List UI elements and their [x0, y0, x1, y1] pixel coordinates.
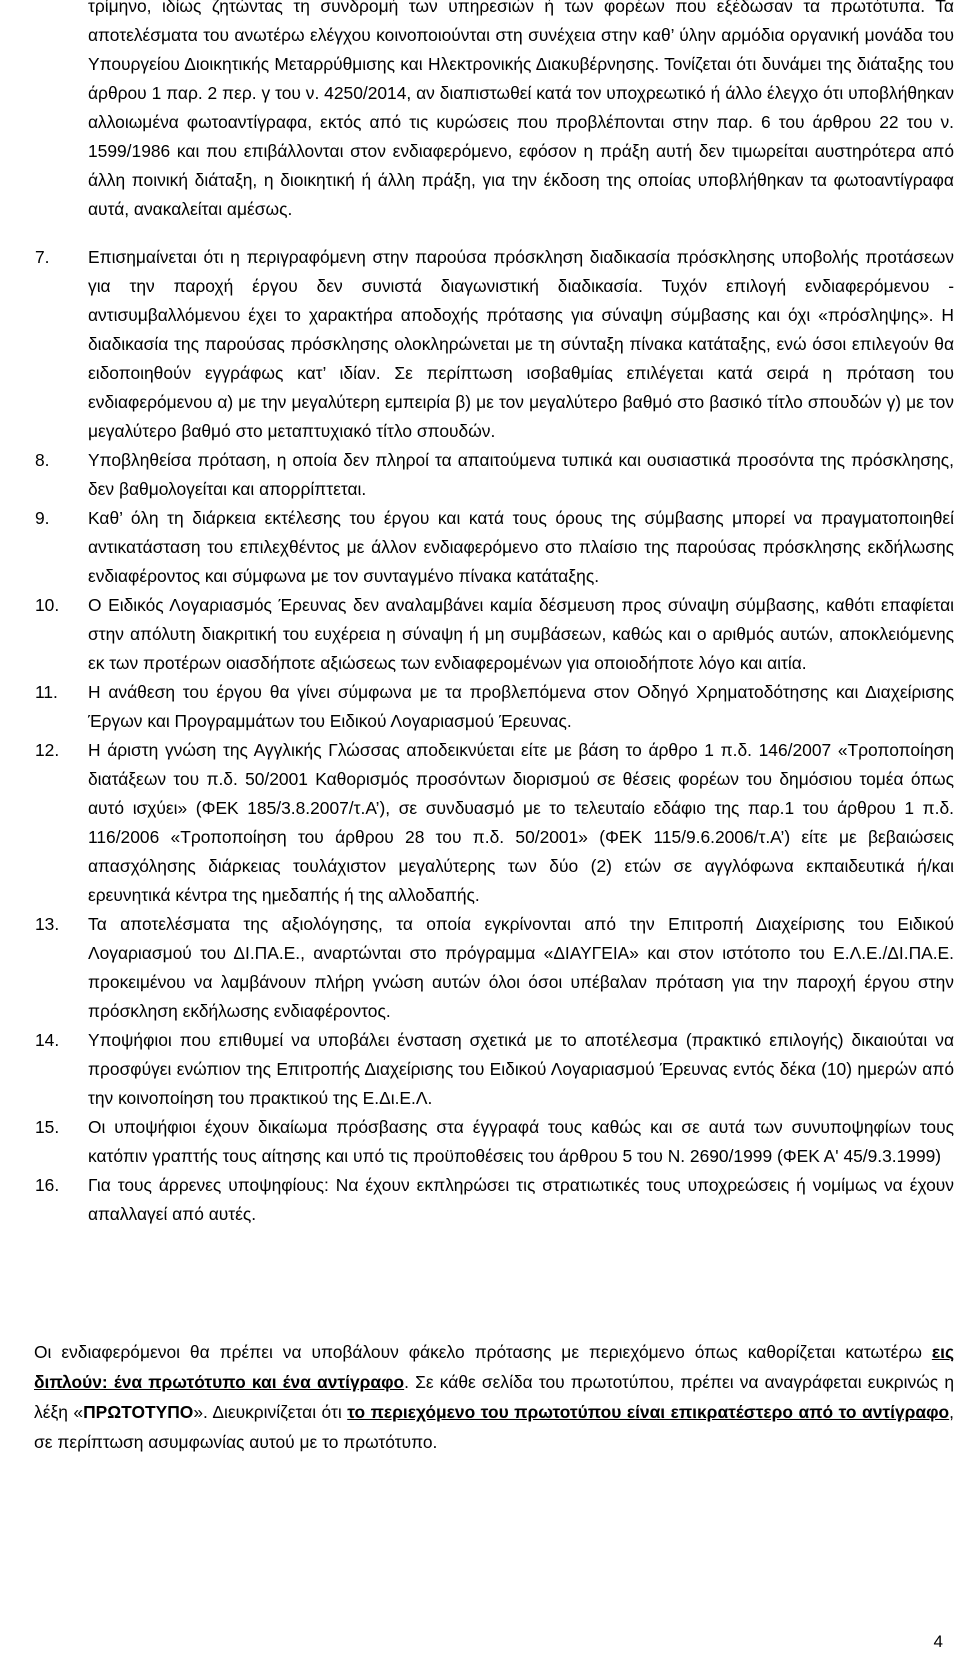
item-number: 11. — [35, 682, 58, 702]
emphasis-underlined: εις διπλούν: ένα πρωτότυπο και ένα αντίγραφο — [34, 1342, 954, 1392]
item-text: Οι υποψήφιοι έχουν δικαίωμα πρόσβασης στα έγγραφά τους καθώς και σε αυτά των συνυποψηφίων τους κατόπιν γραπτής τους αίτησης και υπό τις προϋποθέσεις του άρθρου 5 του Ν. 2690/1999 (ΦΕΚ Α' 45/9.3.1999) — [88, 1117, 954, 1166]
list-item — [0, 736, 954, 910]
intro-paragraph: τρίμηνο, ιδίως ζητώντας τη συνδρομή των υπηρεσιών ή των φορέων που εξέδωσαν τα πρωτότυπα. Τα αποτελέσματα του ανωτέρω ελέγχου κοινοποιούνται στη συνέχεια στην καθ’ ύλην αρμόδια οργανική μονάδα του Υπουργείου Διοικητικής Μεταρρύθμισης και Ηλεκτρονικής Διακυβέρνησης. Τονίζεται ότι δυνάμει της διάταξης του άρθρου 1 παρ. 2 περ. γ του ν. 4250/2014, αν διαπιστωθεί κατά τον υποχρεωτικό ή άλλο έλεγχο ότι υποβλήθηκαν αλλοιωμένα φωτοαντίγραφα, εκτός από τις κυρώσεις που προβλέπονται στην παρ. 6 του άρθρου 22 του ν. 1599/1986 και που επιβάλλονται στον ενδιαφερόμενο, εφόσον η πράξη αυτή δεν τιμωρείται αυστηρότερα από άλλη ποινική διάταξη, η διοικητική ή άλλη πράξη, για την έκδοση της οποίας υποβλήθηκαν τα φωτοαντίγραφα αυτά, ανακαλείται αμέσως. — [88, 0, 954, 219]
list-item — [0, 243, 954, 446]
item-text: Τα αποτελέσματα της αξιολόγησης, τα οποία εγκρίνονται από την Επιτροπή Διαχείρισης του Ειδικού Λογαριασμού του ΔΙ.ΠΑ.Ε., αναρτώνται στο πρόγραμμα «ΔΙΑΥΓΕΙΑ» και στον ιστότοπο του Ε.Λ.Ε./ΔΙ.ΠΑ.Ε. προκειμένου να λαμβάνουν πλήρη γνώση αυτών όλοι όσοι υπέβαλαν πρόταση για την παροχή έργου στην πρόσκληση εκδήλωσης ενδιαφέροντος. — [88, 914, 954, 1021]
emphasis-bold: ΠΡΩΤΟΤΥΠΟ — [83, 1402, 194, 1422]
item-text: Υποψήφιοι που επιθυμεί να υποβάλει ένσταση σχετικά με το αποτέλεσμα (πρακτικό επιλογής) δικαιούται να προσφύγει ενώπιον της Επιτροπής Διαχείρισης του Ειδικού Λογαριασμού Έρευνας εντός δέκα (10) ημερών από την κοινοποίηση του πρακτικού της Ε.Δι.Ε.Λ. — [88, 1030, 954, 1108]
item-number: 14. — [35, 1030, 60, 1050]
closing-text: , σε περίπτωση ασυμφωνίας αυτού με το πρωτότυπο. — [34, 1402, 954, 1452]
emphasis-underlined: το περιεχόμενο του πρωτοτύπου είναι επικρατέστερο από το αντίγραφο — [347, 1402, 950, 1422]
closing-text: ». Διευκρινίζεται ότι — [193, 1402, 348, 1422]
page-number: 4 — [933, 1632, 943, 1651]
item-text: Η άριστη γνώση της Αγγλικής Γλώσσας αποδεικνύεται είτε με βάση το άρθρο 1 π.δ. 146/2007 «Τροποποίηση διατάξεων του π.δ. 50/2001 Καθορισμός προσόντων διορισμού σε θέσεις φορέων του δημόσιου τομέα όπως αυτό ισχύει» (ΦΕΚ 185/3.8.2007/τ.Α’), σε συνδυασμό με το τελευταίο εδάφιο της παρ.1 του άρθρου 1 π.δ. 116/2006 «Τροποποίηση του άρθρου 28 του π.δ. 50/2001» (ΦΕΚ 115/9.6.2006/τ.Α’) είτε με βεβαιώσεις απασχόλησης διάρκειας τουλάχιστον μεγαλύτερης των δύο (2) ετών σε αγγλόφωνα εκπαιδευτικά ή/και ερευνητικά κέντρα της ημεδαπής ή της αλλοδαπής. — [88, 740, 954, 905]
item-number: 13. — [35, 914, 60, 934]
item-number: 15. — [35, 1117, 60, 1137]
item-number: 7. — [35, 247, 50, 267]
item-text: Υποβληθείσα πρόταση, η οποία δεν πληροί τα απαιτούμενα τυπικά και ουσιαστικά προσόντα της πρόσκλησης, δεν βαθμολογείται και απορρίπτεται. — [88, 450, 954, 499]
item-text: Καθ’ όλη τη διάρκεια εκτέλεσης του έργου και κατά τους όρους της σύμβασης μπορεί να πραγματοποιηθεί αντικατάσταση του επιλεχθέντος με άλλον ενδιαφερόμενο στο πλαίσιο της παρούσας πρόσκλησης εκδήλωσης ενδιαφέροντος και σύμφωνα με τον συνταγμένο πίνακα κατάταξης. — [88, 508, 954, 586]
item-number: 12. — [35, 740, 60, 760]
list-item — [0, 1171, 954, 1229]
list-item — [0, 446, 954, 504]
list-item — [0, 910, 954, 1026]
list-item — [0, 1113, 954, 1171]
numbered-list — [0, 243, 960, 1229]
item-number: 16. — [35, 1175, 60, 1195]
list-item — [0, 504, 954, 591]
item-number: 10. — [35, 595, 60, 615]
closing-text: Οι ενδιαφερόμενοι θα πρέπει να υποβάλουν φάκελο πρότασης με περιεχόμενο όπως καθορίζεται κατωτέρω — [34, 1342, 932, 1362]
list-item — [0, 591, 954, 678]
closing-text: . Σε κάθε σελίδα του πρωτοτύπου, πρέπει να αναγράφεται ευκρινώς η λέξη « — [34, 1372, 954, 1422]
item-text: Για τους άρρενες υποψηφίους: Να έχουν εκπληρώσει τις στρατιωτικές τους υποχρεώσεις ή νομίμως να έχουν απαλλαγεί από αυτές. — [88, 1175, 954, 1224]
list-item — [0, 678, 954, 736]
item-text: Επισημαίνεται ότι η περιγραφόμενη στην παρούσα πρόσκληση διαδικασία πρόσκλησης υποβολής προτάσεων για την παροχή έργου δεν συνιστά διαγωνιστική διαδικασία. Τυχόν επιλογή ενδιαφερόμενου - αντισυμβαλλόμενου έχει το χαρακτήρα αποδοχής πρότασης για σύναψη σύμβασης και όχι «πρόσληψης». Η διαδικασία της παρούσας πρόσκλησης ολοκληρώνεται με τη σύνταξη πίνακα κατάταξης, ενώ όσοι επιλεγούν θα ειδοποιηθούν εγγράφως κατ’ ιδίαν. Σε περίπτωση ισοβαθμίας επιλέγεται κατά σειρά η πρόταση του ενδιαφερόμενου α) με την μεγαλύτερη εμπειρία β) με τον μεγαλύτερο βαθμό στο βασικό τίτλο σπουδών γ) με τον μεγαλύτερο βαθμό στο μεταπτυχιακό τίτλο σπουδών. — [88, 247, 954, 441]
list-item — [0, 1026, 954, 1113]
item-text: Η ανάθεση του έργου θα γίνει σύμφωνα με τα προβλεπόμενα στον Οδηγό Χρηματοδότησης και Διαχείρισης Έργων και Προγραμμάτων του Ειδικού Λογαριασμού Έρευνας. — [88, 682, 954, 731]
closing-paragraph — [34, 1337, 954, 1457]
item-text: Ο Ειδικός Λογαριασμός Έρευνας δεν αναλαμβάνει καμία δέσμευση προς σύναψη σύμβασης, καθότι επαφίεται στην απόλυτη διακριτική του ευχέρεια η σύναψη ή μη συμβάσεων, καθώς και ο αριθμός αυτών, αποκλειόμενης εκ των προτέρων οιασδήποτε αξιώσεως των ενδιαφερομένων για οποιοδήποτε λόγο και αιτία. — [88, 595, 954, 673]
item-number: 9. — [35, 508, 50, 528]
item-number: 8. — [35, 450, 50, 470]
